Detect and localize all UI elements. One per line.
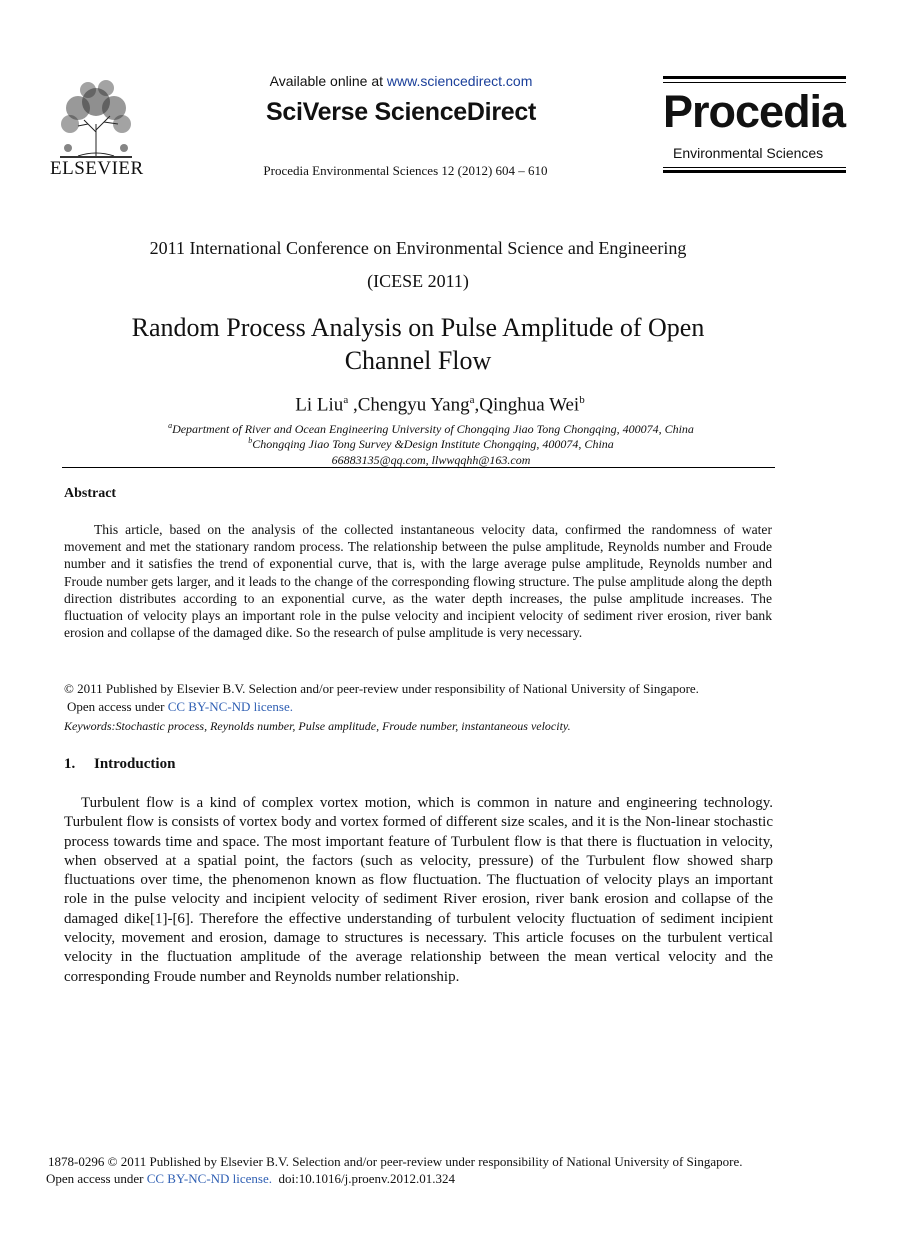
abstract-heading: Abstract: [64, 486, 117, 501]
author-emails: 66883135@qq.com, llwwqqhh@163.com: [331, 453, 531, 467]
author-affil-mark: a: [469, 394, 475, 406]
footer-doi: doi:10.1016/j.proenv.2012.01.324: [278, 1171, 455, 1186]
conference-line-2: (ICESE 2011): [367, 271, 469, 291]
author-affil-mark: a: [343, 394, 349, 406]
platform-name: SciVerse ScienceDirect: [266, 98, 536, 126]
rule: [663, 170, 846, 173]
affil-mark: b: [248, 436, 253, 445]
footer-open-access-prefix: Open access under: [46, 1171, 144, 1186]
affil-mark: a: [168, 421, 173, 430]
affil-text: Chongqing Jiao Tong Survey &Design Institute Chongqing, 400074, China: [252, 437, 614, 451]
author-name: ,Qinghua Wei: [474, 394, 580, 416]
procedia-subtitle: Environmental Sciences: [673, 145, 824, 161]
affiliation-a: [0, 421, 862, 437]
section-number: 1.: [64, 756, 76, 772]
title-line-1: Random Process Analysis on Pulse Amplitude of Open: [131, 313, 705, 342]
elsevier-wordmark: ELSEVIER: [50, 158, 144, 179]
author-affil-mark: b: [579, 394, 585, 406]
author-list: [0, 394, 880, 416]
sciencedirect-link[interactable]: www.sciencedirect.com: [386, 73, 533, 89]
rule: [663, 167, 846, 168]
footer-copyright: 1878-0296 © 2011 Published by Elsevier B.V. Selection and/or peer-review under responsibility of National University of Singapore.: [48, 1154, 743, 1169]
introduction-body: Turbulent flow is a kind of complex vortex motion, which is common in nature and engineering technology. Turbulent flow is consists of vortex body and vortex formed of different size scales, and it is the Non-linear stochastic process towards time and space. The most important feature of Turbulent flow is that there is fluctuation in velocity, when observed at a spatial point, the factors (such as velocity, pressure) of the Turbulent flow showed sharp fluctuations over time, the phenomenon known as flow fluctuation. The fluctuation of velocity plays an important role in the pulse velocity and incipient velocity of sediment River erosion, river bank erosion and collapse of the damaged dike[1]-[6]. Therefore the effective understanding of turbulent velocity fluctuation of sediment incipient velocity, movement and erosion, damage to structures is necessary. This article focuses on the turbulent vertical velocity in the fluctuation amplitude of the average relationship between the mean vertical velocity and the corresponding Froude number and Reynolds number relationship.: [64, 795, 773, 985]
author-name: ,Chengyu Yang: [348, 394, 470, 416]
author-name: Li Liu: [295, 394, 344, 416]
license-link[interactable]: CC BY-NC-ND license.: [167, 699, 294, 714]
footer-license-link[interactable]: CC BY-NC-ND license.: [146, 1171, 273, 1186]
procedia-logo: [663, 76, 846, 173]
available-prefix: Available online at: [269, 73, 383, 89]
section-title: Introduction: [94, 756, 176, 772]
affil-text: Department of River and Ocean Engineering University of Chongqing Jiao Tong Chongqing, 400074, China: [172, 422, 694, 436]
title-line-2: Channel Flow: [344, 346, 492, 375]
section-heading: [64, 756, 175, 773]
procedia-wordmark: Procedia: [663, 86, 846, 137]
divider: [62, 467, 775, 468]
rule: [663, 82, 846, 83]
abstract-body: This article, based on the analysis of the collected instantaneous velocity data, confirmed the randomness of water movement and met the stationary random process. The relationship between the pulse amplitude, Reynolds number and Froude number and it satisfies the trend of exponential curve, that is, with the large average pulse amplitude, Reynolds number and Froude number gets larger, and it leads to the change of the corresponding flowing structure. The pulse amplitude along the depth direction distributes according to an exponential curve, as the water depth increases, the pulse amplitude increases. The fluctuation of velocity plays an important role in the pulse velocity and incipient velocity of sediment river erosion, river bank erosion and collapse of the damaged dike. So the research of pulse amplitude is very necessary.: [64, 522, 772, 641]
keywords: Keywords:Stochastic process, Reynolds number, Pulse amplitude, Froude number, instantaneous velocity.: [64, 719, 571, 733]
footer-open-access: [46, 1171, 455, 1187]
conference-line-1: 2011 International Conference on Environmental Science and Engineering: [149, 238, 687, 258]
open-access-line: [67, 699, 293, 715]
open-access-prefix: Open access under: [67, 699, 165, 714]
conference-name: [0, 232, 836, 298]
journal-reference: Procedia Environmental Sciences 12 (2012) 604 – 610: [263, 163, 548, 178]
copyright-notice: © 2011 Published by Elsevier B.V. Selection and/or peer-review under responsibility of National University of Singapore.: [64, 681, 699, 696]
paper-title: [0, 311, 836, 377]
affiliation-b: [0, 436, 862, 452]
rule: [663, 76, 846, 79]
